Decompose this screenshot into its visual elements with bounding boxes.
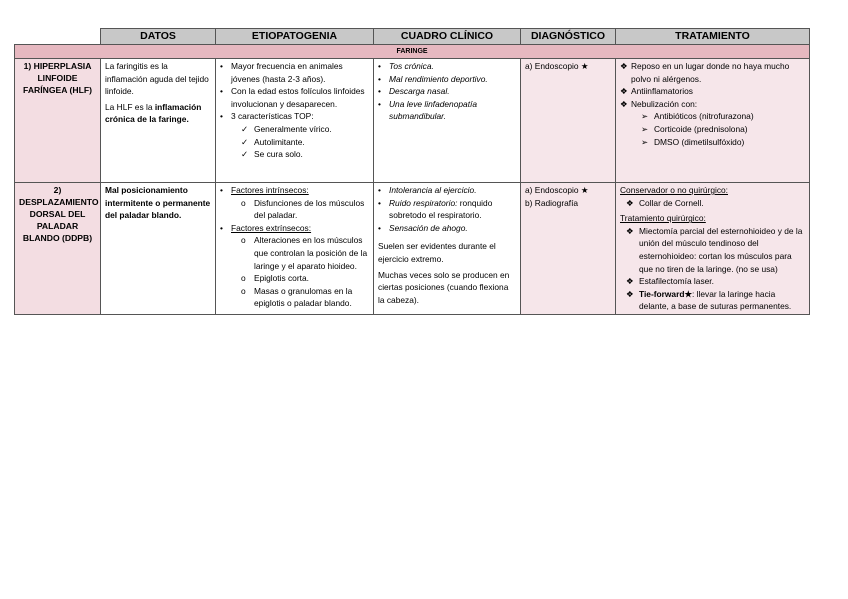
circle-icon: o <box>241 285 246 296</box>
list-item <box>620 98 805 148</box>
list-item <box>220 85 369 110</box>
check-icon: ✓ <box>241 136 249 147</box>
etio-sub-list <box>241 234 369 310</box>
diamond-icon: ❖ <box>626 288 634 299</box>
list-item-text: Se cura solo. <box>254 149 303 160</box>
bullet-icon: • <box>378 222 381 233</box>
list-item <box>241 123 369 136</box>
list-item-text: : llevar la laringe hacia delante, a base de suturas permanentes. <box>639 288 792 312</box>
list-item-heading: Factores intrínsecos: <box>231 185 309 195</box>
list-item-text: ronquido sobretodo el respiratorio. <box>389 197 493 221</box>
bullet-icon: • <box>378 185 381 195</box>
etio-sub-list <box>241 123 369 161</box>
list-item-text: Collar de Cornell. <box>639 197 704 208</box>
list-item <box>241 197 369 222</box>
list-item <box>241 234 369 272</box>
trat-heading: Tratamiento quirúrgico: <box>620 213 706 224</box>
bullet-icon: • <box>220 86 223 97</box>
header-cuadro-clinico: CUADRO CLÍNICO <box>374 29 521 45</box>
bullet-icon: • <box>378 86 381 97</box>
bullet-icon: • <box>378 197 381 208</box>
cell-diagnostico-hlf <box>521 59 616 183</box>
bullet-icon: • <box>378 61 381 71</box>
header-datos: DATOS <box>101 29 216 45</box>
list-item-text: Miectomía parcial del esternohioideo y de la unión del músculo tendinoso del esternohioideo: cortan los músculos para que no tiren de la laringe. (no se usa) <box>639 225 803 274</box>
bullet-icon: • <box>220 61 223 71</box>
cell-datos-hlf <box>101 59 216 183</box>
section-row <box>15 45 810 59</box>
list-item <box>378 85 516 98</box>
list-item <box>641 110 805 123</box>
circle-icon: o <box>241 197 246 208</box>
arrow-icon: ➢ <box>641 136 649 147</box>
list-item-text: 3 características TOP: <box>231 111 314 122</box>
list-item <box>241 136 369 149</box>
list-item-text: Antibióticos (nitrofurazona) <box>654 111 754 122</box>
list-item <box>220 222 369 310</box>
etio-list <box>220 60 369 161</box>
circle-icon: o <box>241 235 246 246</box>
list-item-text: Autolimitante. <box>254 136 305 147</box>
row-label-hlf: 1) HIPERPLASIA LINFOIDE FARÍNGEA (HLF) <box>15 59 101 183</box>
cell-tratamiento-ddpb <box>616 183 810 315</box>
datos-text <box>105 101 211 126</box>
list-item-text: Alteraciones en los músculos que controlan la posición de la laringe y el aparato hioideo. <box>254 235 368 271</box>
diamond-icon: ❖ <box>626 225 634 236</box>
clinico-list <box>378 60 516 123</box>
bullet-icon: • <box>220 222 223 233</box>
list-item <box>220 110 369 160</box>
cell-cuadro-clinico-ddpb <box>374 183 521 315</box>
list-item <box>220 184 369 222</box>
pathology-table <box>14 28 810 315</box>
etio-list <box>220 184 369 310</box>
trat-sub-list <box>641 110 805 148</box>
list-item <box>241 272 369 285</box>
list-item <box>641 123 805 136</box>
diamond-icon: ❖ <box>620 86 628 97</box>
circle-icon: o <box>241 273 246 284</box>
etio-sub-list <box>241 197 369 222</box>
header-row <box>15 29 810 45</box>
list-item-text: Con la edad estos folículos linfoides involucionan y desaparecen. <box>231 86 365 109</box>
list-item-text: Generalmente vírico. <box>254 124 332 135</box>
list-item-text: Reposo en un lugar donde no haya mucho polvo ni alérgenos. <box>631 61 790 84</box>
clinico-list <box>378 184 516 234</box>
list-item <box>220 60 369 85</box>
list-item <box>241 148 369 161</box>
diamond-icon: ❖ <box>620 61 628 71</box>
table-row-ddpb <box>15 183 810 315</box>
list-item <box>378 98 516 123</box>
list-item-text-bold: Tie-forward★ <box>639 288 692 299</box>
trat-list <box>620 60 805 148</box>
diamond-icon: ❖ <box>626 197 634 208</box>
list-item-text: Estafilectomía laser. <box>639 276 714 287</box>
list-item <box>378 184 516 197</box>
arrow-icon: ➢ <box>641 124 649 135</box>
bullet-icon: • <box>378 98 381 109</box>
list-item-heading: Factores extrínsecos: <box>231 222 312 233</box>
list-item-text: Epiglotis corta. <box>254 273 309 284</box>
clinico-note: Suelen ser evidentes durante el ejercicio extremo. <box>378 241 496 265</box>
list-item <box>626 275 805 288</box>
row-label-ddpb: 2) DESPLAZAMIENTO DORSAL DEL PALADAR BLANDO (DDPB) <box>15 183 101 315</box>
list-item-text: DMSO (dimetilsulfóxido) <box>654 136 745 147</box>
list-item-text: Corticoide (prednisolona) <box>654 124 748 135</box>
list-item <box>378 222 516 235</box>
datos-text-bold: inflamación crónica de la faringe. <box>105 101 202 125</box>
bullet-icon: • <box>378 73 381 84</box>
list-item <box>641 136 805 149</box>
header-etiopatogenia: ETIOPATOGENIA <box>216 29 374 45</box>
list-item-text: Disfunciones de los músculos del paladar. <box>254 197 365 221</box>
diagnostico-text: a) Endoscopio ★ <box>525 61 589 71</box>
section-faringe: FARINGE <box>15 45 810 59</box>
header-diagnostico: DIAGNÓSTICO <box>521 29 616 45</box>
diagnostico-text: b) Radiografía <box>525 197 579 208</box>
diagnostico-text: a) Endoscopio ★ <box>525 185 589 195</box>
list-item <box>378 197 516 222</box>
cell-etiopatogenia-ddpb <box>216 183 374 315</box>
table-row-hlf <box>15 59 810 183</box>
list-item-text: Sensación de ahogo. <box>389 222 468 233</box>
list-item-text: Ruido respiratorio: <box>389 197 458 208</box>
trat-list <box>626 225 805 313</box>
list-item-text: Una leve linfadenopatía submandibular. <box>389 98 478 122</box>
list-item-text: Tos crónica. <box>389 61 434 71</box>
bullet-icon: • <box>220 111 223 122</box>
list-item <box>378 60 516 73</box>
list-item-text: Masas o granulomas en la epiglotis o paladar blando. <box>254 285 353 309</box>
list-item-text: Nebulización con: <box>631 98 698 109</box>
bullet-icon: • <box>220 185 223 195</box>
list-item <box>620 60 805 85</box>
trat-list <box>626 197 805 210</box>
cell-datos-ddpb <box>101 183 216 315</box>
cell-tratamiento-hlf <box>616 59 810 183</box>
diamond-icon: ❖ <box>626 276 634 287</box>
header-tratamiento: TRATAMIENTO <box>616 29 810 45</box>
list-item <box>626 288 805 313</box>
datos-text: La faringitis es la inflamación aguda del tejido linfoide. <box>105 61 209 97</box>
datos-text-part: La HLF es la <box>105 101 153 112</box>
diamond-icon: ❖ <box>620 98 628 109</box>
header-corner <box>15 29 101 45</box>
list-item <box>241 285 369 310</box>
list-item <box>378 73 516 86</box>
list-item-text: Mayor frecuencia en animales jóvenes (hasta 2-3 años). <box>231 61 343 84</box>
clinico-note: Muchas veces solo se producen en ciertas posiciones (cuando flexiona la cabeza). <box>378 269 510 305</box>
cell-diagnostico-ddpb <box>521 183 616 315</box>
list-item-text: Intolerancia al ejercicio. <box>389 185 477 195</box>
check-icon: ✓ <box>241 149 249 160</box>
check-icon: ✓ <box>241 124 249 135</box>
list-item <box>626 197 805 210</box>
list-item-text: Descarga nasal. <box>389 86 450 97</box>
cell-cuadro-clinico-hlf <box>374 59 521 183</box>
list-item <box>626 225 805 275</box>
datos-text: Mal posicionamiento intermitente o permanente del paladar blando. <box>105 185 211 221</box>
trat-heading: Conservador o no quirúrgico: <box>620 185 729 195</box>
list-item-text: Mal rendimiento deportivo. <box>389 73 488 84</box>
cell-etiopatogenia-hlf <box>216 59 374 183</box>
list-item-text: Antiinflamatorios <box>631 86 693 97</box>
arrow-icon: ➢ <box>641 111 649 122</box>
list-item <box>620 85 805 98</box>
